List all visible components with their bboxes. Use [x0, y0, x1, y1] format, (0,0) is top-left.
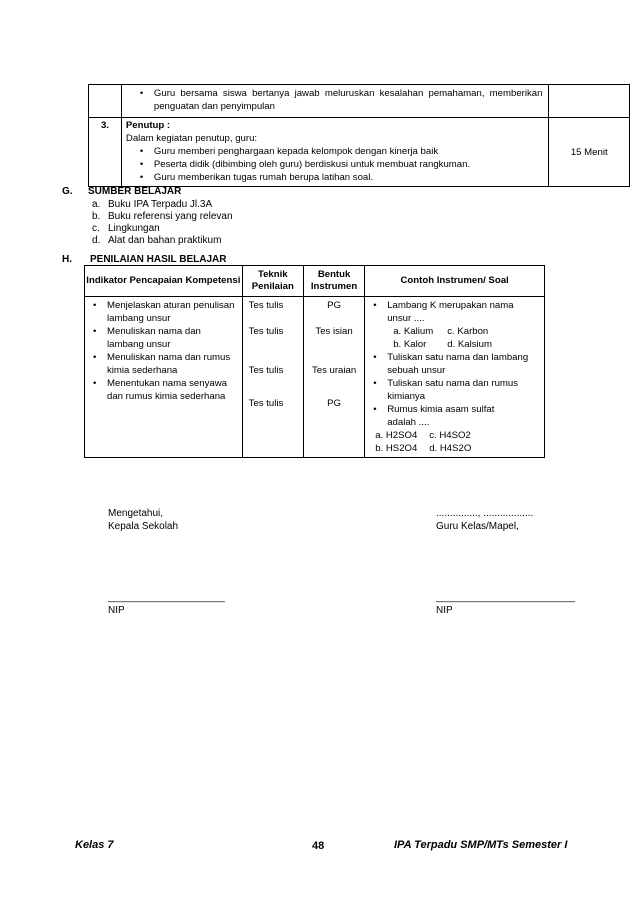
- footer-class: Kelas 7: [75, 839, 114, 851]
- header-teknik: Teknik Penilaian: [242, 266, 303, 297]
- assessment-table: [84, 265, 545, 458]
- footer-subject: IPA Terpadu SMP/MTs Semester I: [394, 839, 568, 851]
- signature-left: [108, 507, 178, 533]
- table-row: [85, 297, 545, 458]
- signature-role: Kepala Sekolah: [108, 521, 179, 532]
- list-item: c. Lingkungan: [92, 223, 160, 234]
- teknik-value: Tes tulis: [248, 326, 284, 337]
- section-h-label: H.: [62, 254, 72, 265]
- list-item: • Rumus kimia asam sulfat adalah ....: [367, 403, 540, 429]
- table-header-row: [85, 266, 545, 297]
- phase-intro: Dalam kegiatan penutup, guru:: [125, 133, 258, 144]
- table-row: [89, 85, 630, 118]
- list-item: • Tuliskan satu nama dan lambang sebuah unsur: [367, 351, 540, 377]
- activity-table: [88, 84, 630, 187]
- activity-cell: [121, 85, 549, 118]
- activity-cell: [121, 118, 549, 187]
- time-cell: 15 Menit: [549, 118, 630, 187]
- section-g-title: SUMBER BELAJAR: [88, 186, 182, 197]
- signature-line: _________________________: [436, 592, 576, 603]
- signature-role: Guru Kelas/Mapel,: [436, 521, 519, 532]
- list-item: • Menentukan nama senyawa dan rumus kimia sederhana: [87, 377, 238, 403]
- signature-right-bottom: [436, 591, 575, 617]
- signature-line: _____________________: [108, 592, 225, 603]
- bentuk-value: PG: [327, 398, 341, 409]
- phase-heading: Penutup :: [125, 120, 171, 131]
- bentuk-value: PG: [327, 300, 341, 311]
- list-item: • Tuliskan satu nama dan rumus kimianya: [367, 377, 540, 403]
- teknik-value: Tes tulis: [248, 398, 284, 409]
- time-cell: [549, 85, 630, 118]
- indikator-cell: [85, 297, 243, 458]
- list-item: • Guru bersama siswa bertanya jawab meluruskan kesalahan pemahaman, memberikan penguatan dan penyimpulan: [134, 87, 543, 113]
- teknik-value: Tes tulis: [248, 365, 284, 376]
- contoh-cell: • Lambang K merupakan nama unsur .... a. Kalium c. Karbon b. Kalor d. Kalsium • Tuliskan satu nama dan lambang sebuah unsur • Tuliskan satu nama dan rumus kimianya • Rumus kimia asam sulfat adalah .... a. H2SO4 c. H4SO2 b. HS2O4 d. H4S2O: [365, 297, 545, 458]
- list-item: • Menuliskan nama dan rumus kimia sederhana: [87, 351, 238, 377]
- nip-label: NIP: [108, 605, 125, 616]
- list-item: d. Alat dan bahan praktikum: [92, 235, 222, 246]
- list-item: • Guru memberikan tugas rumah berupa latihan soal.: [134, 171, 543, 184]
- header-contoh: Contoh Instrumen/ Soal: [365, 266, 545, 297]
- header-indikator: Indikator Pencapaian Kompetensi: [85, 266, 243, 297]
- teknik-cell: [242, 297, 303, 458]
- list-item: • Menuliskan nama dan lambang unsur: [87, 325, 238, 351]
- section-h-title: PENILAIAN HASIL BELAJAR: [90, 254, 227, 265]
- page-number: 48: [312, 840, 325, 852]
- header-bentuk: Bentuk Instrumen: [303, 266, 364, 297]
- list-item: a. Buku IPA Terpadu Jl.3A: [92, 199, 213, 210]
- number-cell: [89, 85, 122, 118]
- list-item: • Guru memberi penghargaan kepada kelompok dengan kinerja baik: [134, 145, 543, 158]
- signature-place-date: ..............., ..................: [436, 508, 534, 519]
- teknik-value: Tes tulis: [248, 300, 284, 311]
- signature-caption: Mengetahui,: [108, 508, 164, 519]
- bentuk-cell: [303, 297, 364, 458]
- resource-list: [92, 199, 233, 247]
- list-item: • Lambang K merupakan nama unsur .... a. Kalium c. Karbon b. Kalor d. Kalsium: [367, 299, 540, 351]
- list-item: b. Buku referensi yang relevan: [92, 211, 233, 222]
- bentuk-value: Tes isian: [315, 326, 353, 337]
- list-item: • Menjelaskan aturan penulisan lambang unsur: [87, 299, 238, 325]
- signature-left-bottom: [108, 591, 225, 617]
- bentuk-value: Tes uraian: [311, 365, 357, 376]
- signature-right: [436, 507, 533, 533]
- nip-label: NIP: [436, 605, 453, 616]
- number-cell: 3.: [89, 118, 122, 187]
- section-g-label: G.: [62, 186, 73, 197]
- list-item: • Peserta didik (dibimbing oleh guru) berdiskusi untuk membuat rangkuman.: [134, 158, 543, 171]
- table-row: [89, 118, 630, 187]
